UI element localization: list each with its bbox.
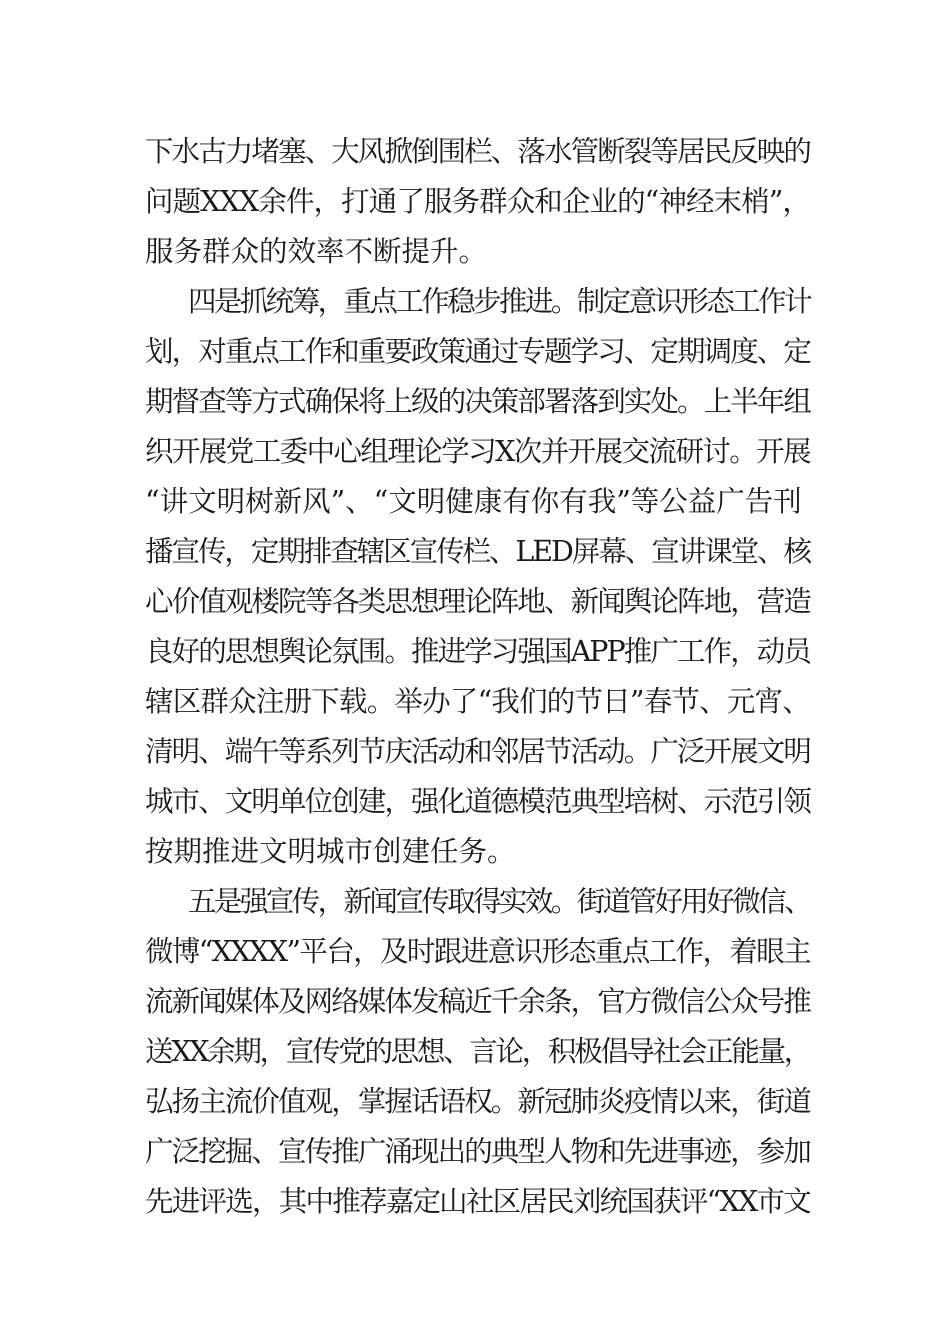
- text-line: 送XX余期，宣传党的思想、言论，积极倡导社会正能量，: [145, 1035, 810, 1068]
- text-line: 服务群众的效率不断提升。: [145, 235, 488, 268]
- paragraph-start-line: 四是抓统筹，重点工作稳步推进。制定意识形态工作计: [188, 285, 810, 318]
- text-line: 播宣传，定期排查辖区宣传栏、LED屏幕、宣讲课堂、核: [145, 535, 810, 568]
- paragraph-start-line: 五是强宣传，新闻宣传取得实效。街道管好用好微信、: [188, 885, 810, 918]
- text-line: 辖区群众注册下载。举办了“我们的节日”春节、元宵、: [145, 685, 810, 718]
- text-line: 清明、端午等系列节庆活动和邻居节活动。广泛开展文明: [145, 735, 810, 768]
- text-line: 划，对重点工作和重要政策通过专题学习、定期调度、定: [145, 335, 810, 368]
- text-line: 织开展党工委中心组理论学习X次并开展交流研讨。开展: [145, 435, 810, 468]
- text-line: “讲文明树新风”、“文明健康有你有我”等公益广告刊: [145, 485, 802, 518]
- text-line: 城市、文明单位创建，强化道德模范典型培树、示范引领: [145, 785, 810, 818]
- text-line: 下水古力堵塞、大风掀倒围栏、落水管断裂等居民反映的: [145, 135, 810, 168]
- text-line: 微博“XXXX”平台，及时跟进意识形态重点工作，着眼主: [145, 935, 810, 968]
- text-line: 良好的思想舆论氛围。推进学习强国APP推广工作，动员: [145, 635, 810, 668]
- text-line: 问题XXX余件，打通了服务群众和企业的“神经末梢”，: [145, 185, 810, 218]
- text-line: 心价值观楼院等各类思想理论阵地、新闻舆论阵地，营造: [145, 585, 810, 618]
- text-line: 期督查等方式确保将上级的决策部署落到实处。上半年组: [145, 385, 810, 418]
- text-line: 广泛挖掘、宣传推广涌现出的典型人物和先进事迹，参加: [145, 1135, 810, 1168]
- text-line: 流新闻媒体及网络媒体发稿近千余条，官方微信公众号推: [145, 985, 810, 1018]
- text-line: 先进评选，其中推荐嘉定山社区居民刘统国获评“XX市文: [145, 1185, 810, 1218]
- text-line: 弘扬主流价值观，掌握话语权。新冠肺炎疫情以来，街道: [145, 1085, 810, 1118]
- text-line: 按期推进文明城市创建任务。: [145, 835, 516, 868]
